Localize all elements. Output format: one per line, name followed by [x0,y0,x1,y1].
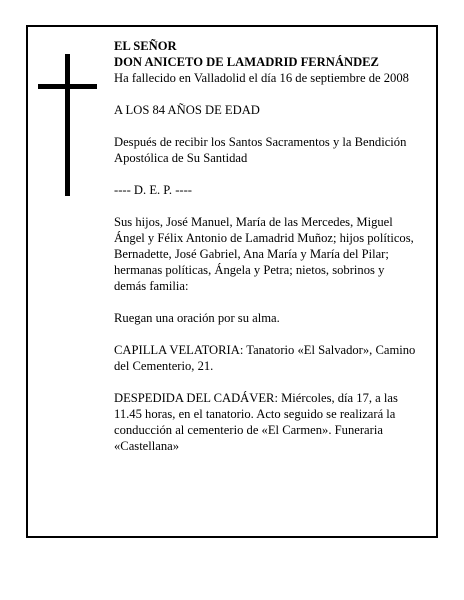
chapel-label: CAPILLA VELATORIA: [114,343,244,357]
farewell-text: Miércoles, día 17, a las 11.45 horas, en el tanatorio. Acto seguido se realizará la conducción al cementerio de «El Carmen». Funeraria «Castellana» [114,391,398,453]
age-line: A LOS 84 AÑOS DE EDAD [114,103,260,117]
chapel-text: Tanatorio «El Salvador», Camino del Cementerio, 21. [114,343,416,373]
death-notice: Ha fallecido en Valladolid el día 16 de septiembre de 2008 [114,71,409,85]
obituary-text [114,38,418,470]
farewell-label: DESPEDIDA DEL CADÁVER: [114,391,278,405]
family-paragraph: Sus hijos, José Manuel, María de las Mercedes, Miguel Ángel y Félix Antonio de Lamadrid Muñoz; hijos políticos, Bernadette, José Gabriel, Ana María y María del Pilar; hermanas políticas, Ángela y Petra; nietos, sobrinos y demás familia: [114,215,414,293]
sacraments-line: Después de recibir los Santos Sacramentos y la Bendición Apostólica de Su Santidad [114,135,407,165]
farewell-paragraph [114,390,418,454]
cross-icon-vertical [65,54,70,196]
title-line-1: EL SEÑOR [114,39,177,53]
cross-icon-horizontal [38,84,97,89]
prayer-line: Ruegan una oración por su alma. [114,311,280,325]
rip-line: ---- D. E. P. ---- [114,183,192,197]
deceased-name: DON ANICETO DE LAMADRID FERNÁNDEZ [114,55,379,69]
chapel-paragraph [114,342,418,374]
